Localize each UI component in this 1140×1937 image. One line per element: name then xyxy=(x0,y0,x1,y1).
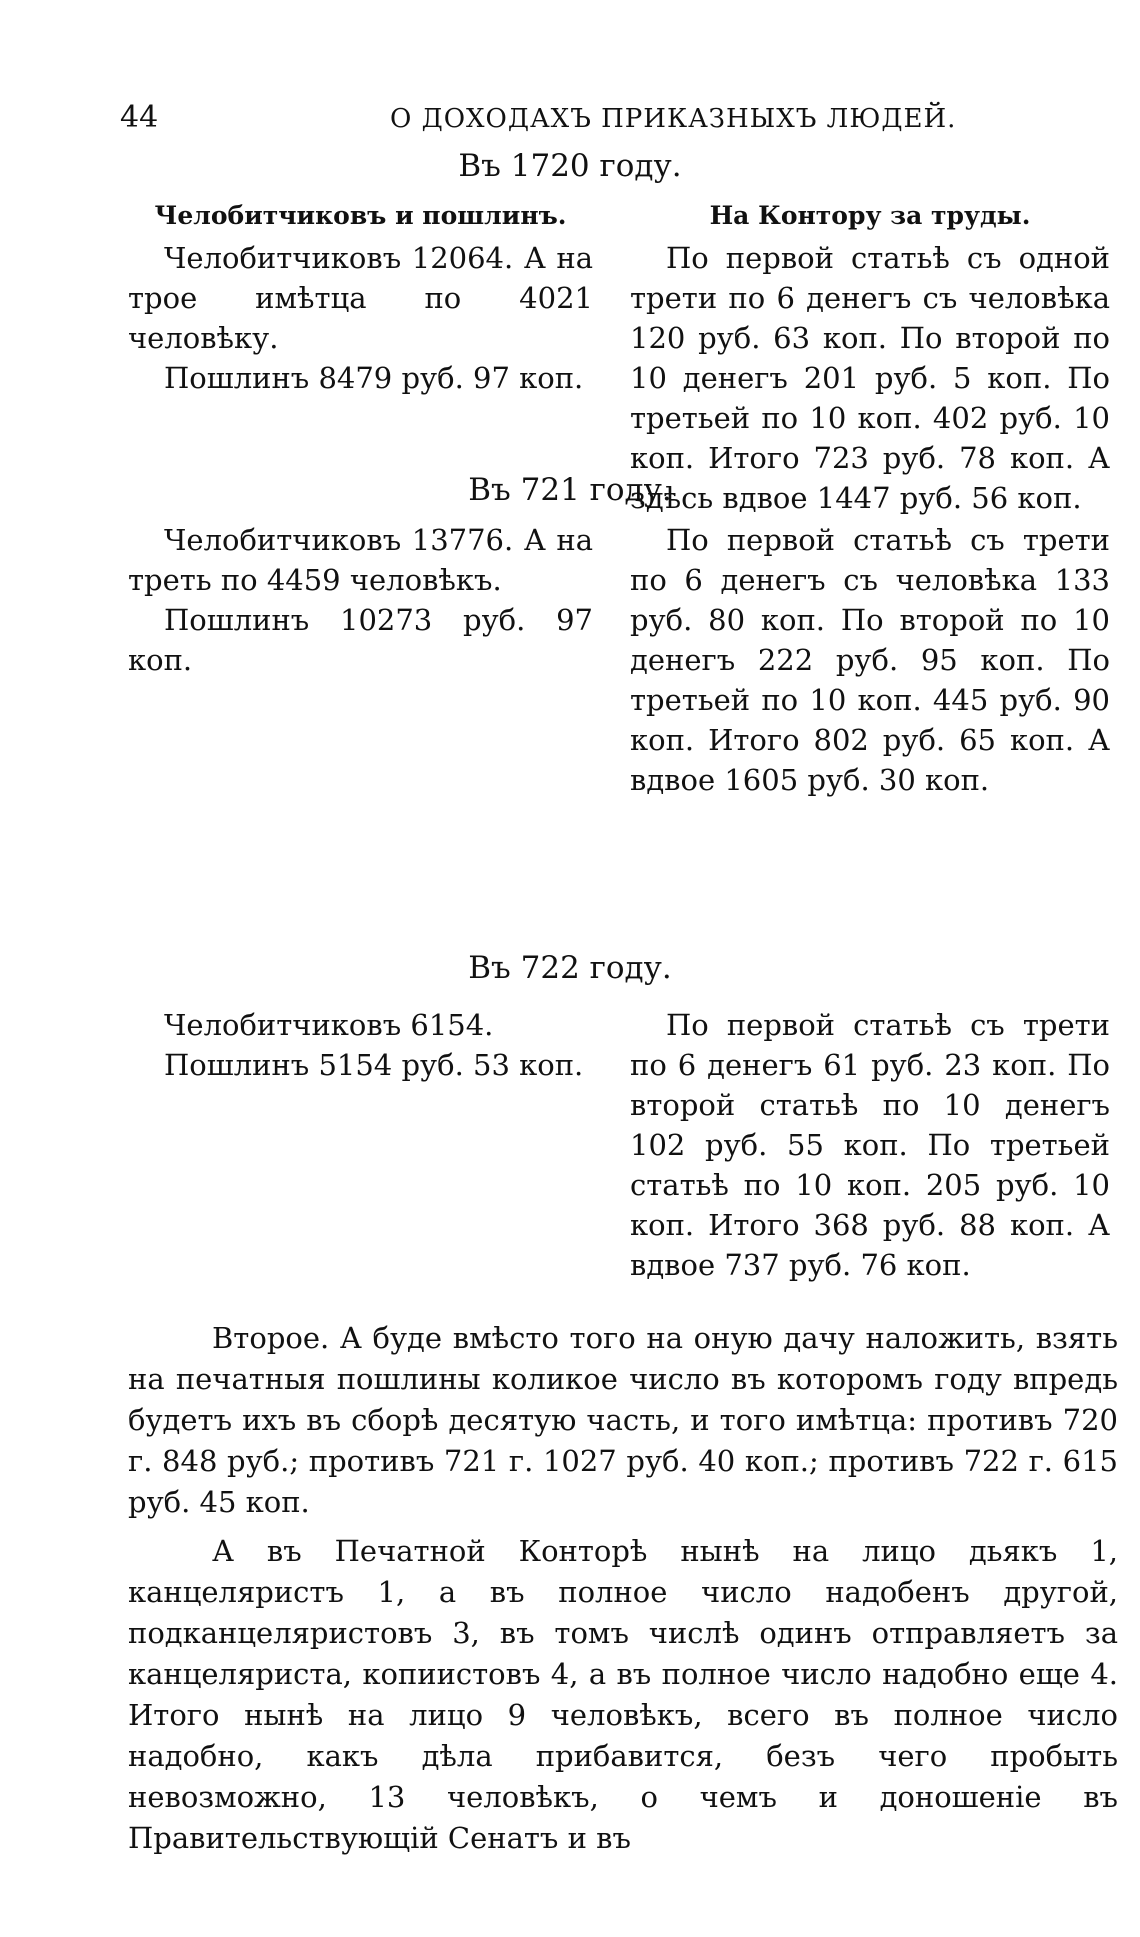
section-1720-right-column xyxy=(630,196,1110,518)
paragraph-second: Второе. А буде вмѣсто того на оную дачу наложить, взять на печатныя пошлины коликое число въ которомъ году впредь будетъ ихъ въ сборѣ десятую часть, и того имѣтца: противъ 720 г. 848 руб.; противъ 721 г. 1027 руб. 40 коп.; противъ 722 г. 615 руб. 45 коп. xyxy=(128,1321,1118,1519)
paragraph-printing-office: А въ Печатной Конторѣ нынѣ на лицо дьякъ 1, канцеляристъ 1, а въ полное число надобенъ другой, подканцеляристовъ 3, въ томъ числѣ одинъ отправляетъ за канцеляриста, копиистовъ 4, а въ полное число надобно еще 4. Итого нынѣ на лицо 9 человѣкъ, всего въ полное число надобно, какъ дѣла прибавится, безъ чего пробыть невозможно, 13 человѣкъ, о чемъ и доношеніе въ Правительствующій Сенатъ и въ xyxy=(128,1534,1118,1855)
section-heading-722: Въ 722 году. xyxy=(468,950,672,986)
section-1720-left-column xyxy=(128,196,593,398)
petitioners-count: Челобитчиковъ 12064. А на трое имѣтца по 4021 человѣку. xyxy=(128,241,593,355)
duties-total: Пошлинъ 10273 руб. 97 коп. xyxy=(128,603,593,677)
petitioners-count: Челобитчиковъ 13776. А на треть по 4459 человѣкъ. xyxy=(128,523,593,597)
office-calculation: По первой статьѣ съ трети по 6 денегъ съ человѣка 133 руб. 80 коп. По второй по 10 денегъ 222 руб. 95 коп. По третьей по 10 коп. 445 руб. 90 коп. Итого 802 руб. 65 коп. А вдвое 1605 руб. 30 коп. xyxy=(630,523,1110,797)
column-header-petitioners: Челобитчиковъ и пошлинъ. xyxy=(154,201,567,230)
duties-total: Пошлинъ 8479 руб. 97 коп. xyxy=(164,361,584,395)
body-text xyxy=(128,1318,1118,1867)
section-heading-721: Въ 721 году. xyxy=(468,472,672,508)
section-721-right-column xyxy=(630,520,1110,800)
office-calculation: По первой статьѣ съ одной трети по 6 денегъ съ человѣка 120 руб. 63 коп. По второй по 10 денегъ 201 руб. 5 коп. По третьей по 10 коп. 402 руб. 10 коп. Итого 723 руб. 78 коп. А здѣсь вдвое 1447 руб. 56 коп. xyxy=(630,241,1110,515)
office-calculation: По первой статьѣ съ трети по 6 денегъ 61 руб. 23 коп. По второй статьѣ по 10 денегъ 102 руб. 55 коп. По третьей статьѣ по 10 коп. 205 руб. 10 коп. Итого 368 руб. 88 коп. А вдвое 737 руб. 76 коп. xyxy=(630,1008,1110,1282)
column-header-office: На Контору за труды. xyxy=(709,201,1031,230)
section-722-left-column xyxy=(128,1005,593,1085)
duties-total: Пошлинъ 5154 руб. 53 коп. xyxy=(164,1048,584,1082)
section-heading-1720: Въ 1720 году. xyxy=(458,148,682,184)
section-721-left-column xyxy=(128,520,593,680)
running-title: О ДОХОДАХЪ ПРИКАЗНЫХЪ ЛЮДЕЙ. xyxy=(390,104,957,134)
page-header xyxy=(120,100,1020,140)
page-number: 44 xyxy=(120,100,159,135)
section-722-right-column xyxy=(630,1005,1110,1285)
petitioners-count: Челобитчиковъ 6154. xyxy=(164,1008,494,1042)
